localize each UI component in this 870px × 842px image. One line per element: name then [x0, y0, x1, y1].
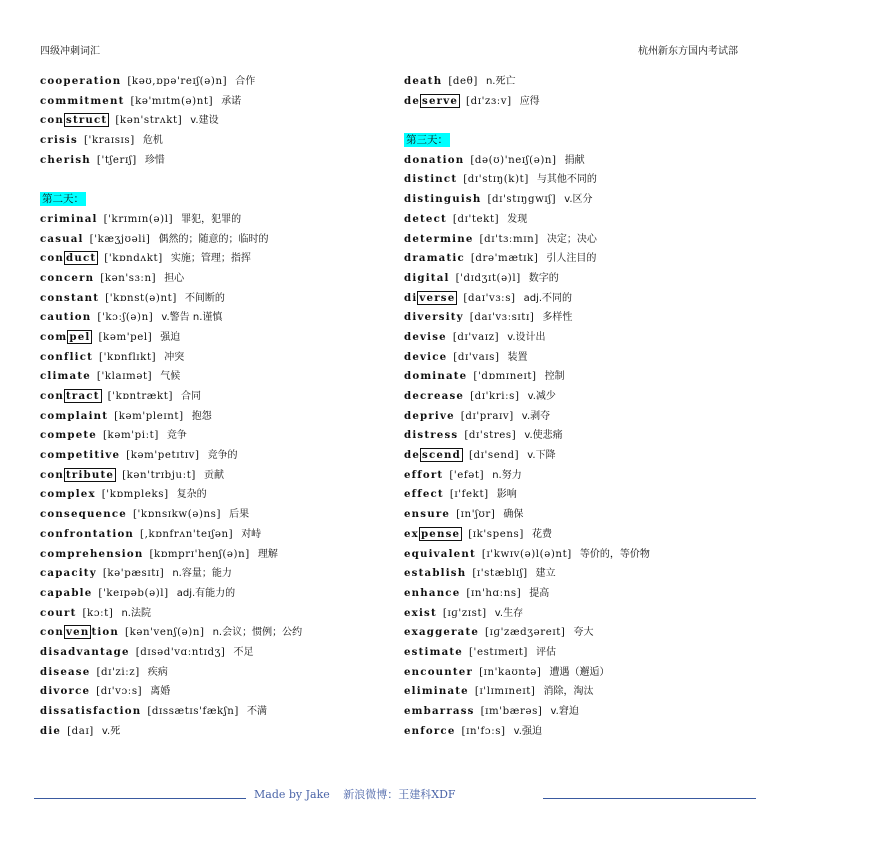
entry-definition: 贡献: [203, 469, 224, 481]
word-prefix: con: [40, 114, 65, 127]
entry-definition: 后果: [229, 509, 250, 521]
vocab-entry: [404, 170, 744, 190]
entry-phonetic: ['kɒnst(ə)nt]: [105, 292, 177, 304]
entry-phonetic: [dɪ'vaɪs]: [453, 351, 500, 363]
entry-phonetic: ['kraɪsɪs]: [83, 135, 135, 147]
entry-word: donation: [404, 153, 465, 166]
entry-word: disease: [40, 665, 91, 678]
word-root-box: ven: [66, 626, 90, 639]
entry-definition: 罪犯，犯罪的: [181, 213, 242, 225]
footer-credits: [254, 786, 466, 802]
entry-phonetic: ['kɔːʃ(ə)n]: [97, 312, 154, 324]
entry-definition: 合作: [235, 76, 256, 87]
entry-word: determine: [404, 232, 474, 245]
entry-word: capacity: [40, 567, 97, 580]
footer-weibo: 新浪微博：王建科XDF: [343, 788, 456, 801]
entry-phonetic: [kəm'piːt]: [102, 430, 159, 442]
entry-definition: n.死亡: [485, 76, 516, 87]
entry-phonetic: [ɪ'fekt]: [449, 489, 489, 501]
vocab-entry: [40, 92, 380, 112]
entry-phonetic: ['efət]: [449, 469, 485, 481]
entry-definition: 危机: [142, 135, 163, 147]
entry-phonetic: ['kɒnflɪkt]: [99, 351, 157, 363]
footer-made-by: Made by Jake: [254, 788, 330, 801]
entry-word: [404, 527, 462, 541]
vocab-entry: [404, 525, 744, 545]
entry-word: [40, 625, 119, 639]
entry-definition: 气候: [160, 371, 181, 383]
entry-definition: 消除，淘汰: [543, 686, 594, 698]
entry-phonetic: ['dɪdʒɪt(ə)l]: [455, 272, 521, 284]
entry-definition: v.死: [101, 725, 121, 737]
vocab-entry: [40, 525, 380, 545]
entry-definition: 花费: [531, 528, 552, 540]
entry-definition: v.剥夺: [521, 410, 551, 422]
entry-word: equivalent: [404, 547, 476, 560]
entry-phonetic: [dɪ'praɪv]: [460, 410, 514, 422]
entry-definition: v.使悲痛: [524, 430, 563, 442]
entry-definition: v.区分: [564, 194, 593, 206]
entry-phonetic: [kən'sɜːn]: [100, 272, 157, 284]
vocab-entry: [404, 269, 744, 289]
entry-word: exist: [404, 606, 437, 619]
vocab-entry: [40, 151, 380, 171]
footer: [0, 786, 870, 806]
vocab-entry: [404, 151, 744, 171]
entry-phonetic: [ɪɡ'zɪst]: [442, 607, 487, 619]
entry-definition: 发现: [507, 213, 528, 225]
entry-definition: 多样性: [542, 312, 573, 324]
spacer: [40, 170, 380, 190]
entry-definition: 评估: [535, 646, 556, 658]
word-root-box: tribute: [66, 468, 115, 481]
entry-word: consequence: [40, 508, 127, 521]
entry-definition: n.容量；能力: [172, 568, 232, 580]
entry-phonetic: ['tʃerɪʃ]: [96, 154, 137, 166]
entry-definition: 不足: [233, 646, 254, 658]
entry-phonetic: [kən'trɪbjuːt]: [122, 469, 196, 481]
day-label: 第二天：: [42, 193, 84, 206]
entry-definition: 疾病: [147, 666, 168, 678]
vocab-entry: [404, 604, 744, 624]
vocab-entry: [404, 190, 744, 210]
entry-definition: 影响: [496, 489, 517, 501]
entry-word: dominate: [404, 370, 468, 383]
entry-phonetic: [daɪ]: [67, 725, 94, 737]
entry-word: conflict: [40, 350, 94, 363]
spacer: [404, 111, 744, 131]
vocab-entry: [404, 348, 744, 368]
entry-definition: 合同: [181, 391, 202, 402]
entry-phonetic: ['keɪpəb(ə)l]: [98, 587, 169, 599]
entry-word: caution: [40, 311, 92, 324]
entry-phonetic: [kəʊ,ɒpə'reɪʃ(ə)n]: [127, 76, 228, 87]
entry-definition: 数字的: [528, 272, 559, 284]
word-suffix: tion: [91, 626, 120, 639]
entry-phonetic: [ɪɡ'zædʒəreɪt]: [485, 627, 566, 639]
entry-word: estimate: [404, 645, 463, 658]
vocab-entry: [404, 663, 744, 683]
entry-phonetic: [ɪ'stæblɪʃ]: [472, 568, 528, 580]
entry-phonetic: [dɪ'tɜːmɪn]: [479, 233, 539, 245]
entry-definition: n.努力: [492, 469, 522, 481]
entry-definition: 夸大: [573, 627, 594, 639]
entry-phonetic: [ɪn'hɑːns]: [466, 587, 522, 599]
vocab-entry: [40, 682, 380, 702]
vocab-entry: [404, 210, 744, 230]
entry-word: confrontation: [40, 527, 135, 540]
vocab-entry: [40, 545, 380, 565]
vocab-entry: [40, 328, 380, 348]
entry-phonetic: [kəm'pleɪnt]: [114, 410, 184, 422]
entry-phonetic: [dɪ'kriːs]: [470, 391, 520, 402]
day-heading: [404, 131, 744, 151]
vocab-entry: [40, 367, 380, 387]
entry-word: ensure: [404, 508, 451, 521]
vocab-entry: [40, 230, 380, 250]
entry-word: enforce: [404, 724, 456, 737]
vocab-entry: [40, 426, 380, 446]
entry-definition: 遭遇（邂逅）: [549, 666, 610, 678]
word-root-box: serve: [422, 94, 459, 107]
vocab-entry: [404, 682, 744, 702]
entry-word: exaggerate: [404, 626, 480, 639]
entry-phonetic: [ɪ'lɪmɪneɪt]: [474, 686, 536, 698]
entry-phonetic: [kɔːt]: [82, 607, 114, 619]
vocab-entry: [404, 92, 744, 112]
entry-definition: 理解: [257, 548, 278, 560]
vocab-entry: [40, 564, 380, 584]
vocab-entry: [404, 722, 744, 742]
vocab-entry: [404, 584, 744, 604]
entry-phonetic: [daɪ'vɜːsɪtɪ]: [469, 312, 535, 324]
vocab-entry: [40, 485, 380, 505]
entry-phonetic: [dɪ'stɪŋgwɪʃ]: [487, 194, 557, 206]
entry-definition: v.窘迫: [550, 706, 579, 717]
entry-definition: v.减少: [527, 391, 556, 402]
entry-definition: 决定；决心: [546, 233, 597, 245]
vocab-entry: [404, 367, 744, 387]
vocab-entry: [40, 249, 380, 269]
entry-phonetic: ['kɒndʌkt]: [104, 253, 163, 265]
word-prefix: com: [40, 330, 68, 343]
entry-phonetic: ['dɒmɪneɪt]: [473, 371, 537, 383]
entry-phonetic: [dɪ'vaɪz]: [452, 331, 500, 343]
entry-definition: 等价的，等价物: [579, 548, 650, 560]
entry-phonetic: [dɪ'stres]: [464, 430, 517, 442]
vocab-entry: [404, 702, 744, 722]
vocab-entry: [40, 131, 380, 151]
entry-phonetic: ['kɒnsɪkw(ə)ns]: [132, 509, 222, 521]
entry-word: devise: [404, 330, 447, 343]
entry-definition: 承诺: [221, 95, 242, 107]
entry-definition: 与其他不同的: [536, 174, 597, 186]
entry-phonetic: [kɒmprɪ'henʃ(ə)n]: [149, 548, 250, 560]
entry-word: complex: [40, 488, 96, 501]
entry-phonetic: ['klaɪmət]: [96, 371, 153, 383]
entry-definition: 竞争的: [207, 450, 238, 462]
entry-phonetic: [ɪ'kwɪv(ə)l(ə)nt]: [481, 548, 572, 560]
entry-phonetic: [kəm'pel]: [98, 331, 153, 343]
vocab-column-left: [40, 72, 380, 741]
entry-definition: 实施；管理；指挥: [170, 253, 251, 265]
word-root-box: duct: [66, 252, 97, 265]
entry-phonetic: [dɪ'stɪŋ(k)t]: [463, 174, 529, 186]
entry-word: dramatic: [404, 252, 465, 265]
vocab-entry: [404, 308, 744, 328]
entry-word: criminal: [40, 212, 98, 225]
entry-definition: 离婚: [150, 686, 171, 698]
entry-definition: 提高: [529, 587, 550, 599]
word-prefix: de: [404, 449, 421, 462]
entry-definition: v.下降: [527, 450, 556, 462]
vocab-entry: [40, 604, 380, 624]
entry-word: distinct: [404, 173, 458, 186]
entry-word: commitment: [40, 94, 125, 107]
entry-word: [40, 251, 98, 265]
entry-definition: 建立: [535, 568, 556, 580]
entry-definition: 应得: [519, 95, 540, 107]
vocab-entry: [404, 505, 744, 525]
vocab-entry: [40, 72, 380, 92]
entry-phonetic: ['estɪmeɪt]: [468, 646, 528, 658]
header-title: 四级冲刺词汇: [40, 46, 100, 57]
entry-definition: 复杂的: [176, 489, 207, 501]
entry-word: dissatisfaction: [40, 705, 142, 718]
word-prefix: con: [40, 252, 65, 265]
word-prefix: de: [404, 94, 421, 107]
entry-definition: 不间断的: [184, 292, 225, 304]
entry-definition: adj.不同的: [523, 292, 573, 304]
entry-phonetic: [daɪ'vɜːs]: [463, 292, 516, 304]
entry-phonetic: ['kɒmpleks]: [101, 489, 169, 501]
vocab-entry: [404, 289, 744, 309]
entry-word: distress: [404, 429, 459, 442]
vocab-entry: [40, 505, 380, 525]
vocab-entry: [404, 564, 744, 584]
entry-word: cooperation: [40, 75, 122, 87]
word-prefix: ex: [404, 527, 419, 540]
entry-word: comprehension: [40, 547, 144, 560]
word-root-box: scend: [422, 449, 461, 462]
entry-word: detect: [404, 212, 447, 225]
entry-phonetic: [deθ]: [448, 76, 478, 87]
entry-word: enhance: [404, 586, 461, 599]
footer-rule-left: [34, 798, 246, 799]
entry-phonetic: [dɪ'ziːz]: [96, 666, 140, 678]
entry-word: establish: [404, 567, 467, 580]
day-label: 第三天：: [406, 134, 448, 147]
word-root-box: pel: [69, 330, 91, 343]
entry-word: [404, 448, 463, 462]
entry-word: diversity: [404, 311, 464, 324]
vocab-entry: [40, 446, 380, 466]
entry-phonetic: [kən'venʃ(ə)n]: [125, 627, 205, 639]
entry-word: court: [40, 606, 77, 619]
entry-phonetic: [,kɒnfrʌn'teɪʃən]: [140, 528, 234, 540]
entry-word: competitive: [40, 449, 121, 462]
entry-word: [40, 330, 92, 344]
entry-word: [404, 94, 460, 108]
entry-word: decrease: [404, 390, 465, 402]
word-root-box: struct: [66, 114, 108, 127]
entry-word: device: [404, 350, 448, 363]
entry-word: [40, 113, 109, 127]
vocab-entry: [40, 623, 380, 643]
entry-phonetic: [ɪn'kaʊntə]: [479, 666, 542, 678]
entry-definition: v.生存: [494, 607, 524, 619]
entry-word: digital: [404, 271, 450, 284]
vocab-entry: [40, 407, 380, 427]
header-department: 杭州新东方国内考试部: [638, 46, 738, 57]
entry-word: distinguish: [404, 193, 482, 206]
vocab-entry: [40, 466, 380, 486]
vocab-entry: [404, 466, 744, 486]
vocab-entry: [40, 702, 380, 722]
entry-phonetic: [ɪm'bærəs]: [480, 706, 543, 717]
entry-definition: 强迫: [160, 331, 181, 343]
vocab-entry: [40, 348, 380, 368]
entry-phonetic: [dɪ'send]: [468, 450, 520, 462]
entry-word: deprive: [404, 409, 455, 422]
entry-word: die: [40, 724, 62, 737]
entry-word: crisis: [40, 134, 78, 147]
entry-phonetic: [kəm'petɪtɪv]: [126, 450, 200, 462]
entry-definition: 担心: [164, 272, 185, 284]
vocab-column-right: [404, 72, 744, 741]
footer-rule-right: [543, 798, 756, 799]
entry-word: encounter: [404, 665, 474, 678]
word-root-box: tract: [66, 390, 100, 402]
entry-definition: n.法院: [121, 607, 151, 619]
entry-definition: v.警告 n.谨慎: [161, 312, 223, 324]
entry-word: divorce: [40, 685, 91, 698]
entry-definition: 偶然的；随意的；临时的: [158, 233, 269, 245]
vocab-entry: [40, 722, 380, 742]
entry-definition: 捐献: [564, 154, 585, 166]
vocab-entry: [404, 426, 744, 446]
entry-definition: 不满: [246, 706, 267, 718]
entry-phonetic: [dɪssætɪs'fækʃn]: [147, 706, 239, 718]
entry-definition: 对峙: [241, 528, 262, 540]
entry-word: compete: [40, 429, 97, 442]
vocab-entry: [40, 387, 380, 407]
word-prefix: con: [40, 468, 65, 481]
entry-word: embarrass: [404, 705, 475, 717]
entry-word: [40, 389, 102, 403]
vocab-entry: [404, 249, 744, 269]
entry-definition: 竞争: [166, 430, 187, 442]
vocab-entry: [404, 545, 744, 565]
word-prefix: di: [404, 291, 418, 304]
vocab-entry: [404, 387, 744, 407]
entry-phonetic: [dɪ'zɜːv]: [466, 95, 512, 107]
entry-word: complaint: [40, 409, 109, 422]
word-root-box: pense: [420, 527, 461, 540]
entry-phonetic: ['kɒntrækt]: [107, 391, 174, 402]
entry-word: effort: [404, 468, 444, 481]
word-prefix: con: [40, 626, 65, 639]
vocab-entry: [40, 269, 380, 289]
entry-phonetic: [drə'mætɪk]: [470, 253, 539, 265]
entry-phonetic: [kə'pæsɪtɪ]: [102, 568, 165, 580]
entry-definition: v.强迫: [513, 725, 542, 737]
entry-definition: adj.有能力的: [176, 587, 236, 599]
entry-word: climate: [40, 370, 91, 383]
vocab-entry: [404, 72, 744, 92]
entry-word: disadvantage: [40, 645, 130, 658]
word-root-box: verse: [419, 291, 456, 304]
vocab-entry: [40, 111, 380, 131]
entry-phonetic: [kə'mɪtm(ə)nt]: [130, 95, 214, 107]
vocab-entry: [40, 584, 380, 604]
entry-phonetic: [dɪsəd'vɑːntɪdʒ]: [135, 646, 226, 658]
entry-word: [404, 291, 457, 305]
vocab-entry: [40, 643, 380, 663]
entry-phonetic: [ɪn'fɔːs]: [461, 725, 506, 737]
vocab-entry: [404, 230, 744, 250]
day-heading: [40, 190, 380, 210]
vocab-entry: [404, 407, 744, 427]
entry-phonetic: [ɪk'spens]: [468, 528, 524, 540]
entry-definition: 冲突: [164, 351, 185, 363]
entry-definition: 确保: [503, 509, 524, 521]
word-prefix: con: [40, 390, 65, 402]
vocab-entry: [40, 663, 380, 683]
entry-phonetic: [də(ʊ)'neɪʃ(ə)n]: [470, 154, 557, 166]
entry-phonetic: [dɪ'tekt]: [452, 213, 500, 225]
entry-definition: 控制: [544, 371, 565, 383]
vocab-entry: [404, 623, 744, 643]
entry-word: constant: [40, 291, 100, 304]
vocab-entry: [40, 289, 380, 309]
entry-definition: 抱怨: [191, 410, 212, 422]
entry-word: capable: [40, 586, 93, 599]
entry-phonetic: [dɪ'vɔːs]: [96, 686, 143, 698]
entry-definition: v.建设: [190, 115, 219, 127]
entry-phonetic: ['krɪmɪn(ə)l]: [103, 213, 174, 225]
entry-definition: v.设计出: [507, 331, 546, 343]
vocab-entry: [40, 210, 380, 230]
entry-word: casual: [40, 232, 84, 245]
vocab-entry: [404, 328, 744, 348]
entry-word: eliminate: [404, 685, 469, 698]
entry-definition: 装置: [507, 351, 528, 363]
entry-word: death: [404, 75, 443, 87]
entry-word: effect: [404, 488, 444, 501]
entry-definition: 珍惜: [144, 154, 165, 166]
entry-definition: n.会议；惯例；公约: [212, 627, 303, 639]
entry-word: [40, 468, 116, 482]
entry-word: cherish: [40, 153, 91, 166]
entry-phonetic: [ɪn'ʃʊr]: [456, 509, 496, 521]
entry-definition: 引人注目的: [546, 253, 597, 265]
entry-phonetic: [kən'strʌkt]: [115, 115, 183, 127]
entry-phonetic: ['kæʒjʊəli]: [89, 233, 151, 245]
vocab-entry: [404, 446, 744, 466]
entry-word: concern: [40, 271, 95, 284]
vocab-entry: [40, 308, 380, 328]
vocab-entry: [404, 643, 744, 663]
vocab-entry: [404, 485, 744, 505]
